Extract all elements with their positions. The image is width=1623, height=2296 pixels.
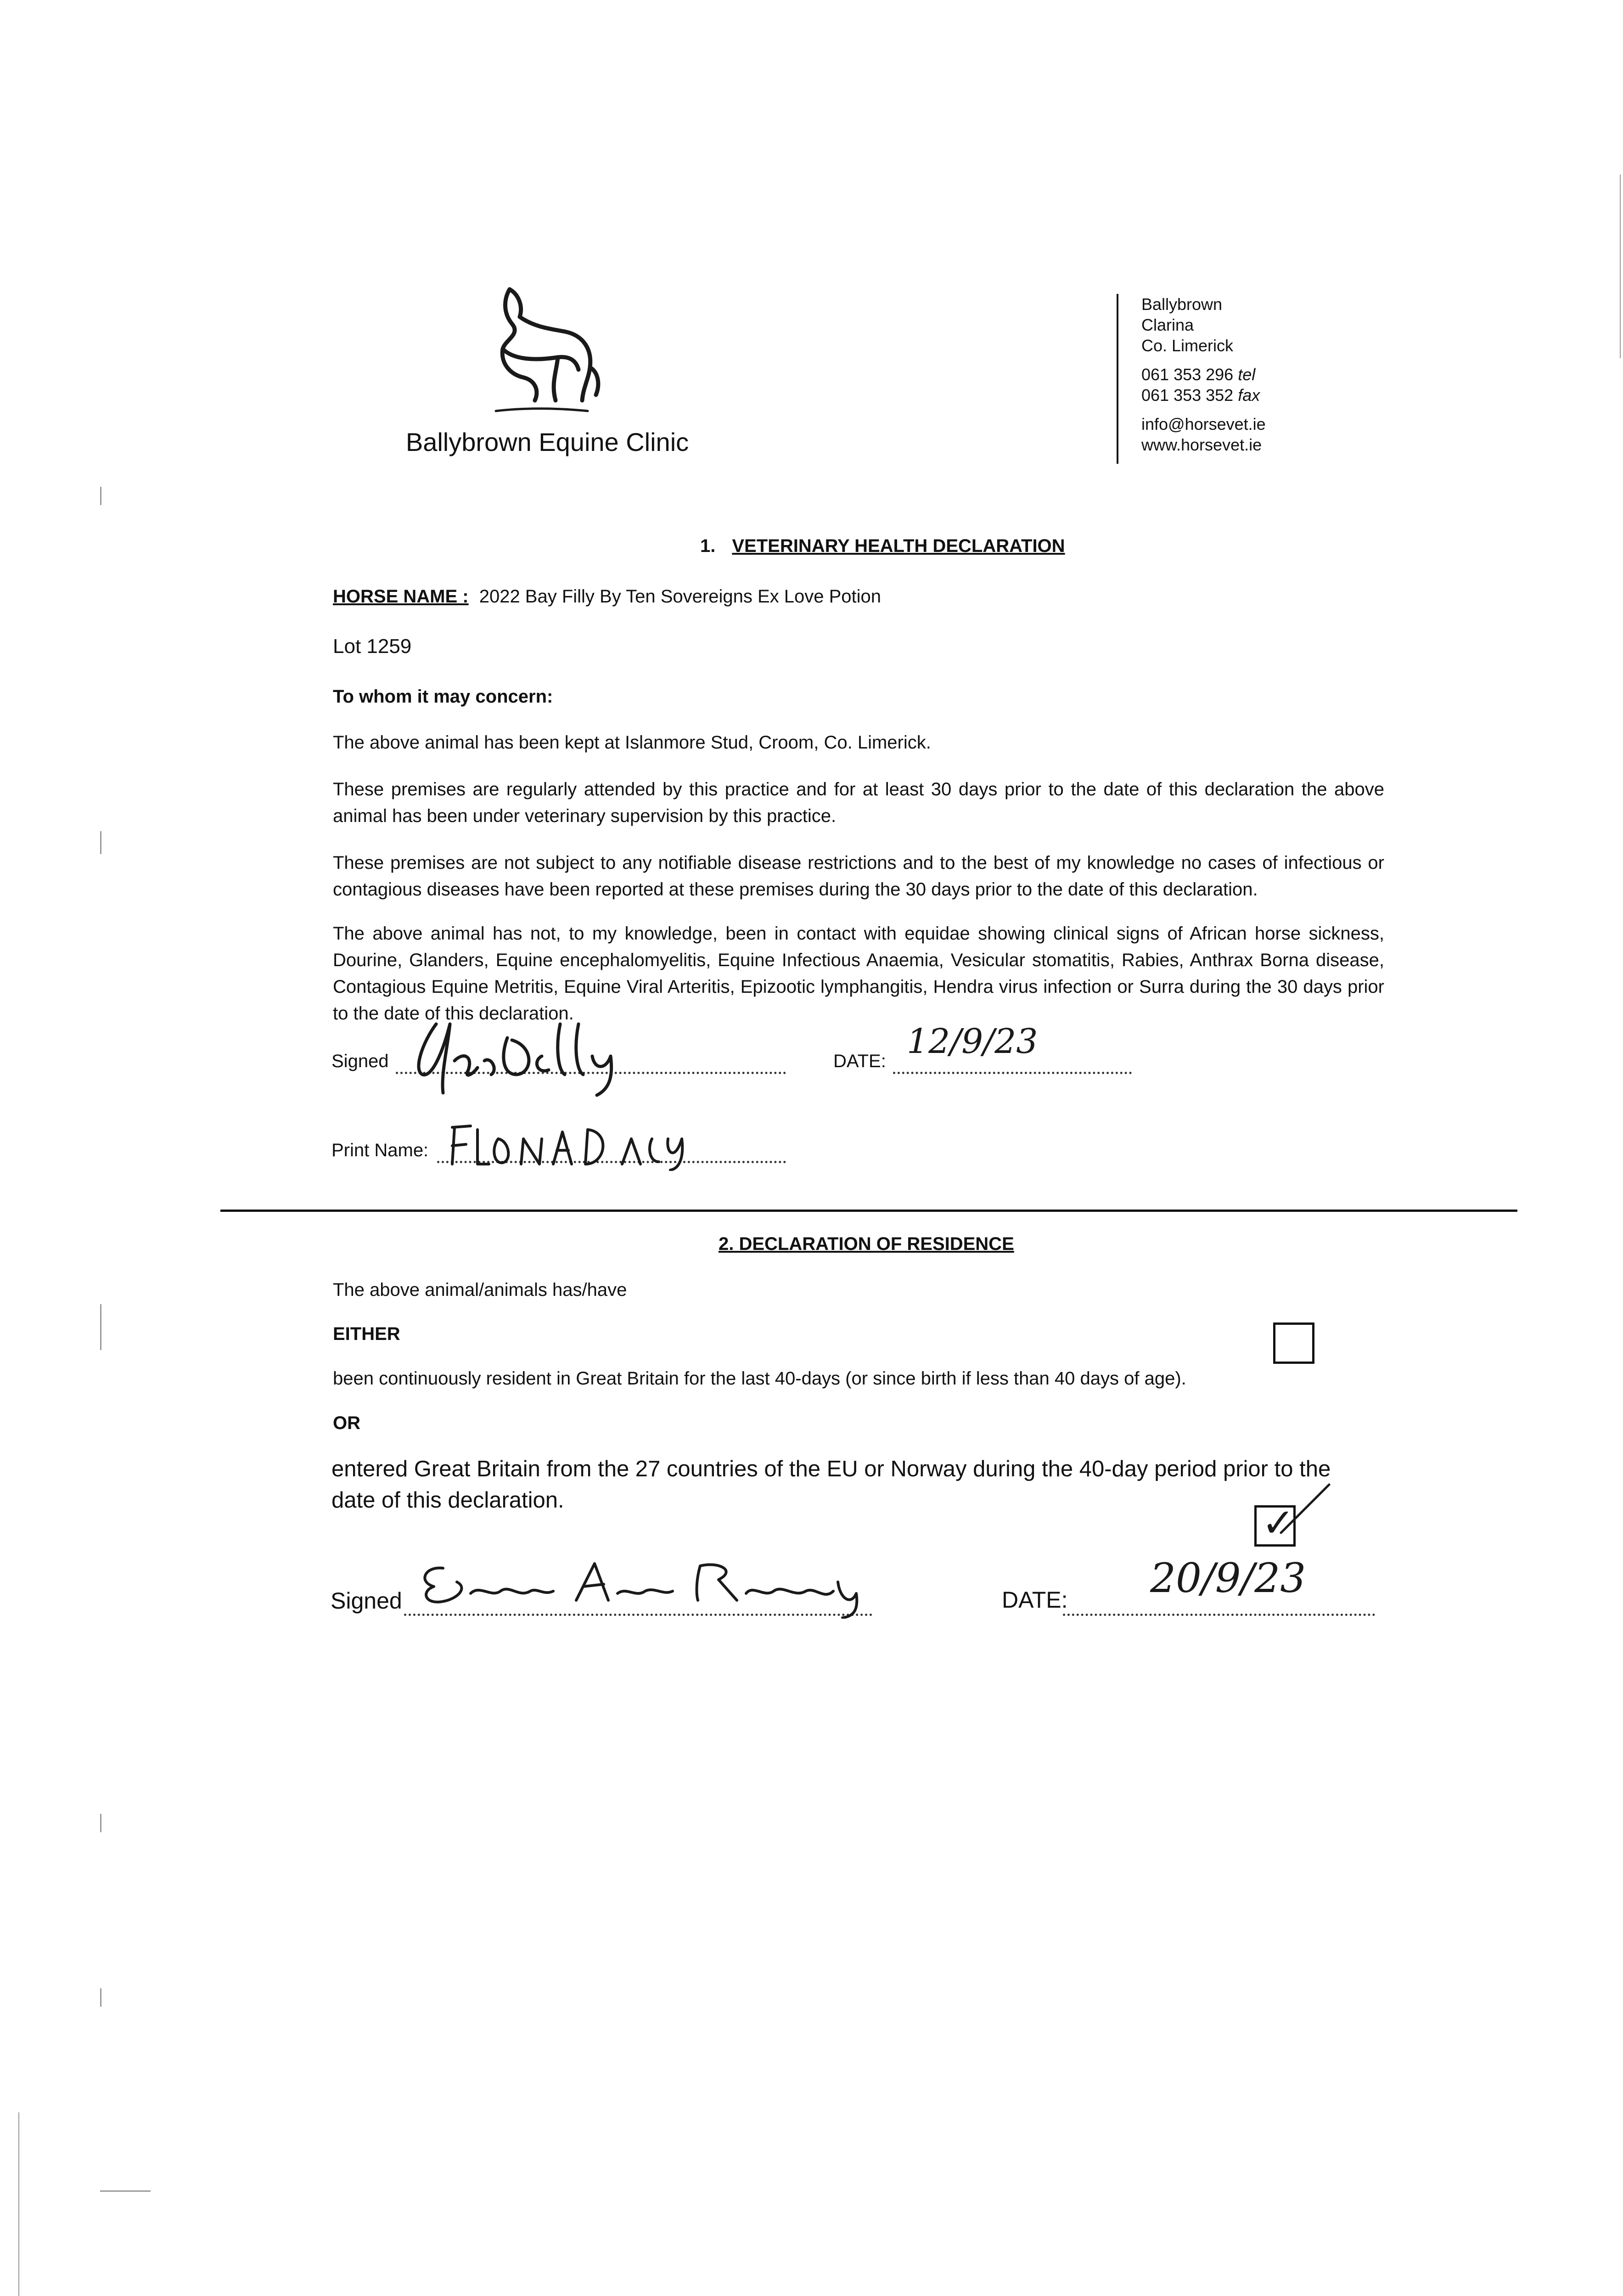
signature-scribble-icon	[404, 1006, 624, 1097]
telephone	[1141, 364, 1266, 385]
section1-title: VETERINARY HEALTH DECLARATION	[732, 536, 1065, 556]
scan-artifact-5	[100, 1988, 101, 2007]
horse-name-value: 2022 Bay Filly By Ten Sovereigns Ex Love Potion	[479, 586, 882, 607]
clinic-logo	[477, 280, 606, 418]
horse-name-label: HORSE NAME :	[333, 586, 469, 607]
signed-label-1: Signed	[331, 1051, 389, 1071]
scan-artifact-8	[1620, 174, 1621, 358]
scan-artifact-6	[100, 2190, 151, 2192]
checkmark-value: ✓	[1262, 1501, 1295, 1545]
section1-heading	[700, 533, 1065, 559]
date-label-1: DATE:	[833, 1051, 886, 1071]
clinic-name: Ballybrown Equine Clinic	[405, 428, 689, 456]
section1-number: 1.	[700, 536, 716, 556]
checkbox-continuous-residence[interactable]	[1273, 1322, 1314, 1364]
paragraph-kept-at: The above animal has been kept at Islanmore Stud, Croom, Co. Limerick.	[333, 732, 931, 753]
website-link[interactable]: www.horsevet.ie	[1141, 435, 1262, 454]
paragraph-no-restrictions: These premises are not subject to any notifiable disease restrictions and to the best of my knowledge no cases of infectious or contagious diseases have been reported at these premises during the 30 days prior to the date of this declaration.	[333, 853, 1384, 900]
address-line-3: Co. Limerick	[1141, 336, 1234, 355]
horse-logo-icon	[477, 280, 606, 418]
paragraph-no-contact: The above animal has not, to my knowledge, been in contact with equidae showing clinical signs of African horse sickness, Dourine, Glanders, Equine encephalomyelitis, Equine Infectious Anaemia, Vesicular stomatitis, Rabies, Anthrax Borna disease, Contagious Equine Metritis, Equine Viral Arteritis, Epizootic lymphangitis, Hendra virus infection or Surra during the 30 days prior to the date of this declaration.	[333, 923, 1384, 1024]
contact-block	[1117, 294, 1266, 464]
address-line-1: Ballybrown	[1141, 295, 1223, 314]
handwritten-signature-1	[404, 1006, 624, 1100]
scan-artifact-3	[100, 1304, 101, 1350]
telephone-number: 061 353 296	[1141, 365, 1234, 384]
scan-artifact-4	[100, 1814, 101, 1832]
section-divider	[220, 1210, 1517, 1212]
fax-label: fax	[1238, 386, 1260, 405]
print-name-scribble-icon	[445, 1120, 702, 1171]
option-entered-gb: entered Great Britain from the 27 countries of the EU or Norway during the 40-day period prior to the date of this declaration.	[331, 1457, 1331, 1513]
either-label: EITHER	[333, 1324, 400, 1344]
scan-artifact-2	[100, 831, 101, 854]
paragraph-supervision: These premises are regularly attended by this practice and for at least 30 days prior to the date of this declaration the above animal has been under veterinary supervision by this practice.	[333, 779, 1384, 826]
telephone-label: tel	[1238, 365, 1256, 384]
signed-label-2: Signed	[331, 1588, 402, 1614]
option-continuous-residence: been continuously resident in Great Britain for the last 40-days (or since birth if less than 40 days of age).	[333, 1368, 1186, 1389]
or-label: OR	[333, 1413, 360, 1433]
fax-number: 061 353 352	[1141, 386, 1234, 405]
signature-scribble-icon	[416, 1554, 875, 1619]
handwritten-print-name	[445, 1120, 702, 1173]
check-flourish-icon	[1272, 1478, 1336, 1542]
date-label-2: DATE:	[1002, 1587, 1068, 1613]
checkmark-flourish	[1272, 1478, 1336, 1544]
horse-name-line	[333, 583, 881, 610]
fax	[1141, 385, 1266, 405]
print-name-label: Print Name:	[331, 1140, 429, 1160]
scan-artifact-7	[18, 2112, 19, 2296]
lot-number: Lot 1259	[333, 635, 412, 658]
email-link[interactable]: info@horsevet.ie	[1141, 415, 1266, 433]
salutation: To whom it may concern:	[333, 687, 553, 707]
date-value-2: 20/9/23	[1150, 1554, 1306, 1602]
residence-intro: The above animal/animals has/have	[333, 1280, 627, 1300]
address-line-2: Clarina	[1141, 315, 1194, 334]
date-value-1: 12/9/23	[907, 1022, 1038, 1061]
handwritten-signature-2	[416, 1554, 875, 1621]
section2-title: 2. DECLARATION OF RESIDENCE	[719, 1234, 1014, 1254]
scan-artifact-1	[100, 487, 101, 505]
